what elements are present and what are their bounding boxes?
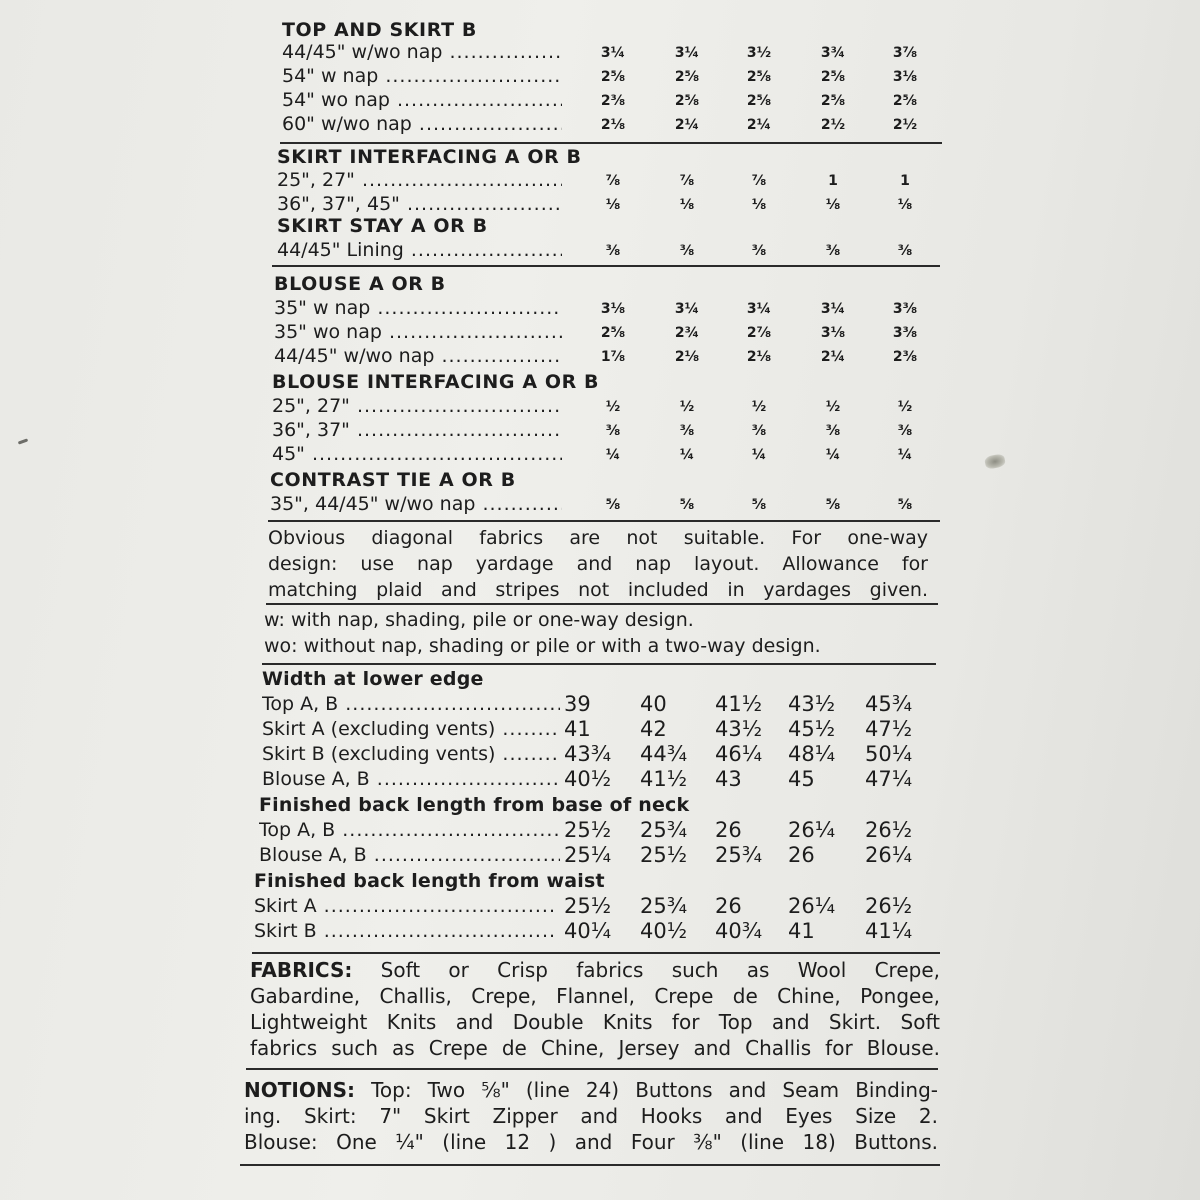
note-line: Obvious diagonal fabrics are not suitable. For one-way — [268, 527, 928, 549]
measure-value: 41 — [564, 717, 591, 741]
measure-label: Skirt A (excluding vents) ..... — [262, 717, 560, 742]
yardage-value: ⅝ — [825, 497, 841, 513]
measure-value: 43½ — [788, 692, 836, 716]
fabrics-text: fabrics such as Crepe de Chine, Jersey and Challis for Blouse. — [250, 1036, 940, 1060]
section-title: SKIRT STAY A OR B — [277, 215, 488, 237]
yardage-value: ½ — [825, 399, 841, 415]
yardage-value: 2½ — [820, 117, 846, 133]
measure-title: Finished back length from waist — [254, 870, 605, 892]
measure-value: 48¼ — [788, 742, 836, 766]
yardage-value: ⅜ — [825, 423, 841, 439]
section-title: CONTRAST TIE A OR B — [270, 469, 516, 491]
notions-line — [244, 1129, 938, 1155]
yardage-value: ⅛ — [679, 197, 695, 213]
yardage-value: 3¼ — [674, 301, 700, 317]
measure-value: 39 — [564, 692, 591, 716]
yardage-value: 2⅛ — [674, 349, 700, 365]
yardage-value: 2⅛ — [746, 349, 772, 365]
notions-label: NOTIONS: — [244, 1078, 355, 1102]
notions-line — [244, 1103, 938, 1129]
measure-row — [0, 894, 1200, 919]
measure-value: 45½ — [788, 717, 836, 741]
fabrics-text: Gabardine, Challis, Crepe, Flannel, Crepe de Chine, Pongee, — [250, 984, 940, 1008]
section-title-row — [0, 468, 1200, 493]
yardage-value: 2⅝ — [746, 69, 772, 85]
yardage-value: ⅞ — [751, 173, 767, 189]
yardage-value: ⅞ — [605, 173, 621, 189]
yardage-value: 2⅛ — [600, 117, 626, 133]
section-divider — [266, 603, 938, 605]
yardage-row — [0, 168, 1200, 193]
measure-value: 26 — [788, 843, 815, 867]
measure-value: 25¾ — [640, 894, 688, 918]
measure-value: 42 — [640, 717, 667, 741]
nap-legend — [264, 607, 904, 659]
notions-text: Top: Two ⅝" (line 24) Buttons and Seam Binding- — [371, 1078, 939, 1102]
measure-row — [0, 843, 1200, 868]
measure-value: 40½ — [640, 919, 688, 943]
measure-value: 26¼ — [788, 894, 836, 918]
section-title: BLOUSE A OR B — [274, 273, 446, 295]
measure-value: 41½ — [640, 767, 688, 791]
measure-value: 40½ — [564, 767, 612, 791]
fabrics-paragraph — [250, 957, 940, 1061]
yardage-value: 2⅝ — [820, 93, 846, 109]
section-title-row — [0, 214, 1200, 239]
yardage-row — [0, 320, 1200, 345]
measure-title-row — [0, 869, 1200, 894]
yardage-value: 2⅜ — [600, 93, 626, 109]
measure-label: Top A, B ..... — [262, 692, 560, 717]
notions-text: Blouse: One ¼" (line 12 ) and Four ⅜" (line 18) Buttons. — [244, 1130, 938, 1154]
row-label: 54" wo nap ..... — [282, 88, 562, 113]
measure-value: 47½ — [865, 717, 913, 741]
measure-row — [0, 767, 1200, 792]
measure-value: 25¾ — [640, 818, 688, 842]
yardage-value: 1 — [828, 173, 838, 189]
measure-value: 41 — [788, 919, 815, 943]
yardage-value: ⅜ — [679, 423, 695, 439]
yardage-value: 2¼ — [820, 349, 846, 365]
measure-value: 50¼ — [865, 742, 913, 766]
yardage-value: 2¼ — [746, 117, 772, 133]
yardage-value: 2⅝ — [746, 93, 772, 109]
measure-value: 25½ — [640, 843, 688, 867]
fabrics-line — [250, 1009, 940, 1035]
row-label: 35" w nap ..... — [274, 296, 562, 321]
yardage-row — [0, 40, 1200, 65]
yardage-value: 2½ — [892, 117, 918, 133]
yardage-value: ½ — [897, 399, 913, 415]
fabrics-line — [250, 983, 940, 1009]
row-label: 45" ..... — [272, 442, 562, 467]
measure-label: Blouse A, B ..... — [259, 843, 560, 868]
yardage-value: ⅜ — [897, 423, 913, 439]
measure-value: 45 — [788, 767, 815, 791]
measure-value: 45¾ — [865, 692, 913, 716]
measure-value: 47¼ — [865, 767, 913, 791]
measure-value: 40¾ — [715, 919, 763, 943]
yardage-value: 2⅝ — [600, 325, 626, 341]
yardage-value: ½ — [751, 399, 767, 415]
section-divider — [268, 520, 940, 522]
yardage-value: ½ — [679, 399, 695, 415]
measure-row — [0, 692, 1200, 717]
notions-paragraph — [244, 1077, 938, 1155]
yardage-value: 3¾ — [820, 45, 846, 61]
yardage-value: ⅜ — [751, 243, 767, 259]
yardage-value: ⅛ — [751, 197, 767, 213]
fabrics-label: FABRICS: — [250, 958, 353, 982]
section-divider — [246, 1068, 938, 1070]
yardage-row — [0, 492, 1200, 517]
yardage-value: 3½ — [746, 45, 772, 61]
yardage-value: 3⅛ — [820, 325, 846, 341]
note-line: design: use nap yardage and nap layout. Allowance for — [268, 553, 928, 575]
yardage-value: 3¼ — [674, 45, 700, 61]
measure-row — [0, 742, 1200, 767]
yardage-value: ⅜ — [751, 423, 767, 439]
yardage-value: 2¾ — [674, 325, 700, 341]
yardage-value: 2¼ — [674, 117, 700, 133]
notions-line — [244, 1077, 938, 1103]
yardage-value: ⅜ — [825, 243, 841, 259]
yardage-value: ⅝ — [751, 497, 767, 513]
measure-value: 43¾ — [564, 742, 612, 766]
legend-w: w: with nap, shading, pile or one-way design. — [264, 609, 694, 631]
yardage-value: ⅝ — [897, 497, 913, 513]
measure-title-row — [0, 667, 1200, 692]
yardage-value: 3⅜ — [892, 301, 918, 317]
section-divider — [272, 265, 940, 267]
measure-value: 25½ — [564, 818, 612, 842]
yardage-value: ⅜ — [605, 423, 621, 439]
yardage-value: ⅝ — [679, 497, 695, 513]
yardage-value: ⅛ — [605, 197, 621, 213]
yardage-value: ⅛ — [897, 197, 913, 213]
yardage-value: 2⅝ — [674, 93, 700, 109]
yardage-row — [0, 394, 1200, 419]
yardage-value: 3¼ — [746, 301, 772, 317]
measure-label: Skirt A ..... — [254, 894, 558, 919]
row-label: 36", 37" ..... — [272, 418, 562, 443]
yardage-value: 1 — [900, 173, 910, 189]
measure-value: 26¼ — [788, 818, 836, 842]
measure-value: 43 — [715, 767, 742, 791]
section-divider — [252, 952, 940, 954]
yardage-value: ⅛ — [825, 197, 841, 213]
measure-value: 25¼ — [564, 843, 612, 867]
yardage-value: ⅞ — [679, 173, 695, 189]
yardage-value: 1⅞ — [600, 349, 626, 365]
section-title-row — [0, 370, 1200, 395]
measure-value: 40¼ — [564, 919, 612, 943]
fabrics-text: Soft or Crisp fabrics such as Wool Crepe, — [380, 958, 940, 982]
section-divider — [262, 663, 936, 665]
yardage-value: ⅜ — [605, 243, 621, 259]
yardage-value: ¼ — [679, 447, 695, 463]
yardage-value: ¼ — [825, 447, 841, 463]
yardage-value: ⅜ — [897, 243, 913, 259]
measure-title-row — [0, 793, 1200, 818]
yardage-row — [0, 64, 1200, 89]
row-label: 35" wo nap ..... — [274, 320, 562, 345]
yardage-row — [0, 112, 1200, 137]
row-label: 35", 44/45" w/wo nap ..... — [270, 492, 562, 517]
yardage-value: 3⅛ — [892, 69, 918, 85]
row-label: 54" w nap ..... — [282, 64, 562, 89]
row-label: 25", 27" ..... — [272, 394, 562, 419]
measure-value: 26¼ — [865, 843, 913, 867]
note-line: matching plaid and stripes not included in yardages given. — [268, 579, 928, 601]
section-title-row — [0, 145, 1200, 170]
row-label: 60" w/wo nap ..... — [282, 112, 562, 137]
measure-value: 25¾ — [715, 843, 763, 867]
fabrics-text: Lightweight Knits and Double Knits for Top and Skirt. Soft — [250, 1010, 940, 1034]
measure-row — [0, 717, 1200, 742]
legend-wo: wo: without nap, shading or pile or with a two-way design. — [264, 635, 821, 657]
yardage-value: ½ — [605, 399, 621, 415]
yardage-row — [0, 296, 1200, 321]
measure-value: 44¾ — [640, 742, 688, 766]
measure-value: 41½ — [715, 692, 763, 716]
yardage-row — [0, 418, 1200, 443]
yardage-value: 3⅛ — [600, 301, 626, 317]
yardage-value: ¼ — [897, 447, 913, 463]
row-label: 44/45" w/wo nap ..... — [282, 40, 562, 65]
measure-value: 26 — [715, 894, 742, 918]
measure-value: 26 — [715, 818, 742, 842]
yardage-value: 2⅝ — [674, 69, 700, 85]
yardage-value: ⅝ — [605, 497, 621, 513]
measure-label: Skirt B ..... — [254, 919, 558, 944]
yardage-value: 3¼ — [600, 45, 626, 61]
yardage-value: ¼ — [605, 447, 621, 463]
fabrics-line — [250, 957, 940, 983]
section-divider — [240, 1164, 940, 1166]
measure-label: Top A, B ..... — [259, 818, 560, 843]
section-title-row — [0, 272, 1200, 297]
measure-value: 41¼ — [865, 919, 913, 943]
notions-text: ing. Skirt: 7" Skirt Zipper and Hooks and Eyes Size 2. — [244, 1104, 938, 1128]
measure-value: 46¼ — [715, 742, 763, 766]
yardage-value: 3¼ — [820, 301, 846, 317]
section-title: BLOUSE INTERFACING A OR B — [272, 371, 600, 393]
yardage-value: 2⅝ — [820, 69, 846, 85]
row-label: 25", 27" ..... — [277, 168, 562, 193]
yardage-value: 3⅞ — [892, 45, 918, 61]
measure-value: 40 — [640, 692, 667, 716]
diagonal-note — [268, 525, 928, 603]
measure-value: 25½ — [564, 894, 612, 918]
measure-value: 26½ — [865, 894, 913, 918]
measure-row — [0, 818, 1200, 843]
row-label: 36", 37", 45" ..... — [277, 192, 562, 217]
row-label: 44/45" Lining ..... — [277, 238, 562, 263]
yardage-value: ⅜ — [679, 243, 695, 259]
yardage-value: 2⅜ — [892, 349, 918, 365]
measure-value: 43½ — [715, 717, 763, 741]
section-title: SKIRT INTERFACING A OR B — [277, 146, 582, 168]
measure-label: Skirt B (excluding vents) ..... — [262, 742, 560, 767]
section-divider — [280, 142, 942, 144]
section-title: TOP AND SKIRT B — [282, 19, 477, 41]
measure-label: Blouse A, B ..... — [262, 767, 560, 792]
measure-title: Finished back length from base of neck — [259, 794, 690, 816]
measure-value: 26½ — [865, 818, 913, 842]
row-label: 44/45" w/wo nap ..... — [274, 344, 562, 369]
yardage-row — [0, 442, 1200, 467]
yardage-value: ¼ — [751, 447, 767, 463]
yardage-value: 2⅝ — [600, 69, 626, 85]
yardage-row — [0, 344, 1200, 369]
measure-row — [0, 919, 1200, 944]
yardage-row — [0, 238, 1200, 263]
yardage-row — [0, 88, 1200, 113]
measure-title: Width at lower edge — [262, 668, 484, 690]
yardage-value: 3⅜ — [892, 325, 918, 341]
yardage-value: 2⅝ — [892, 93, 918, 109]
yardage-value: 2⅞ — [746, 325, 772, 341]
fabrics-line — [250, 1035, 940, 1061]
